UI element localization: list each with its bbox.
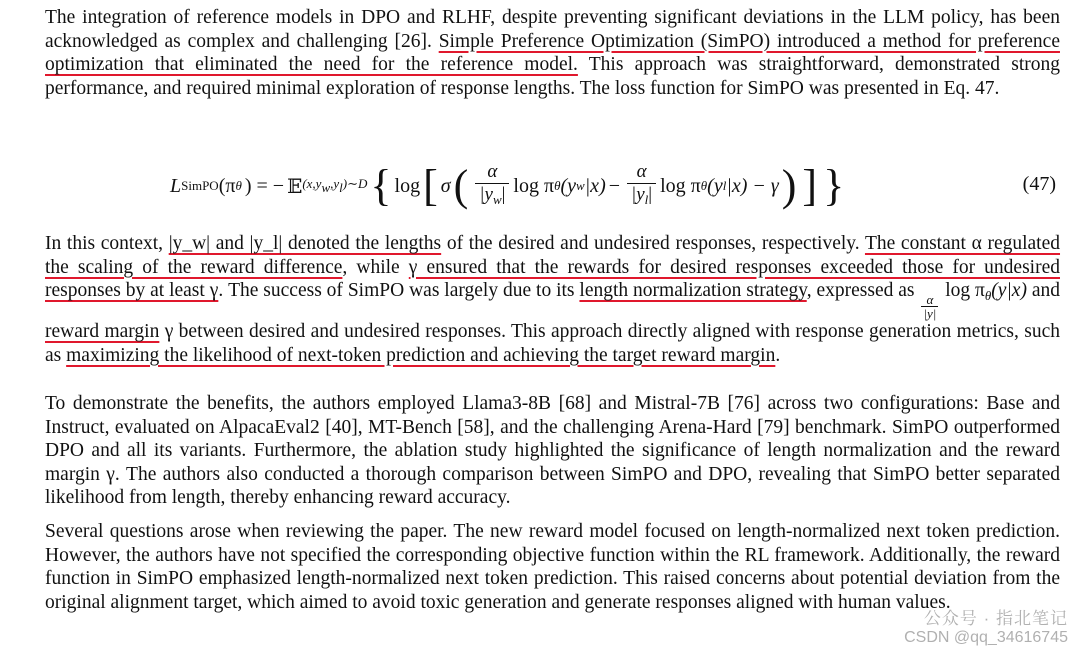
equation-number: (47) bbox=[1022, 173, 1056, 195]
eq-text: | bbox=[501, 184, 506, 205]
eq-subscript: w bbox=[321, 180, 331, 195]
paragraph-simpo-experiments: To demonstrate the benefits, the authors employed Llama3-8B [68] and Mistral-7B [76] across two configurations: Base and Instruct, evaluated on AlpacaEval2 [40], MT-Bench [58], and the challenging Arena-Hard [79] benchmark. SimPO outperformed DPO and all its variants. Furthermore, the ablation study highlighted the significance of length normalization and the reward margin γ. The authors also conducted a thorough comparison between SimPO and DPO, revealing that SimPO better separated likelihood from length, thereby enhancing reward accuracy. bbox=[45, 393, 1060, 508]
inline-math: log π bbox=[940, 280, 985, 301]
eq-symbol: L bbox=[170, 174, 182, 197]
underlined-highlight: length normalization strategy bbox=[579, 280, 807, 301]
eq-text: (y bbox=[560, 174, 577, 197]
eq-text: ) = − bbox=[244, 174, 285, 197]
inline-fraction bbox=[921, 293, 938, 320]
eq-subscript: θ bbox=[235, 178, 242, 193]
text-run: . bbox=[775, 344, 781, 366]
eq-fraction-l bbox=[627, 161, 656, 211]
eq-text: | bbox=[648, 184, 653, 205]
watermark-wechat: 公众号 · 指北笔记 bbox=[923, 609, 1068, 628]
eq-subscript: w bbox=[492, 192, 502, 207]
eq-subscript: l bbox=[722, 178, 727, 193]
equation-47 bbox=[0, 155, 1080, 217]
eq-subscript: l bbox=[339, 180, 343, 195]
text-run: , while bbox=[342, 256, 409, 278]
eq-text: |x) bbox=[584, 174, 606, 197]
eq-fraction-w bbox=[475, 161, 509, 211]
eq-close-bracket: ] bbox=[802, 161, 818, 210]
eq-symbol: σ bbox=[440, 174, 451, 197]
eq-text: − bbox=[608, 174, 621, 197]
watermark bbox=[904, 604, 1068, 647]
equation-body bbox=[170, 155, 847, 217]
eq-close-paren: ) bbox=[781, 161, 797, 210]
eq-symbol: α bbox=[487, 161, 498, 182]
eq-text: |y bbox=[631, 184, 645, 205]
eq-subscript: )∼D bbox=[342, 176, 368, 191]
text-run: , expressed as bbox=[806, 280, 920, 301]
eq-open-bracket: [ bbox=[423, 161, 438, 210]
inline-math: (y|x) bbox=[991, 280, 1027, 301]
eq-subscript: θ bbox=[984, 288, 992, 303]
eq-symbol: α bbox=[636, 161, 647, 182]
text-run: In this context, bbox=[45, 233, 169, 254]
eq-subscript: w bbox=[576, 178, 585, 193]
eq-subscript: ,y bbox=[330, 176, 340, 191]
eq-expectation: 𝔼 bbox=[287, 175, 303, 198]
paragraph-simpo-questions: Several questions arose when reviewing the paper. The new reward model focused on length-normalized next token prediction. However, the authors have not specified the corresponding objective function within the RL framework. Additionally, the reward function in SimPO emphasized length-normalized next token prediction. This raised concerns about potential deviation from the original alignment target, which aimed to avoid toxic generation and generate responses aligned with human values. bbox=[45, 521, 1060, 613]
underlined-highlight: γ ensured that the rewards for desired responses exceeded those for undesired responses by at least γ bbox=[45, 256, 1060, 301]
eq-close-brace: } bbox=[823, 161, 845, 210]
eq-open-brace: { bbox=[370, 161, 392, 210]
eq-text: log bbox=[394, 174, 421, 197]
eq-subscript: θ bbox=[554, 178, 561, 193]
underlined-highlight: maximizing the likelihood of next-token prediction and achieving the target reward margin bbox=[66, 344, 776, 366]
eq-subscript: l bbox=[644, 192, 649, 207]
eq-text: (y bbox=[707, 174, 723, 197]
paragraph-simpo-context bbox=[45, 232, 1060, 367]
eq-text: |y| bbox=[923, 306, 937, 321]
text-run: of the desired and undesired responses, respectively. bbox=[441, 233, 865, 254]
watermark-csdn: CSDN @qq_34616745 bbox=[904, 629, 1068, 646]
paragraph-simpo-intro bbox=[45, 6, 1060, 100]
eq-text: |y bbox=[479, 184, 493, 205]
eq-text: |x) − γ bbox=[726, 174, 779, 197]
eq-text: log π bbox=[513, 174, 555, 197]
text-run: and bbox=[1026, 280, 1061, 301]
underlined-highlight: |y_w| and |y_l| denoted the lengths bbox=[168, 233, 442, 254]
eq-text: log π bbox=[660, 174, 701, 197]
underlined-highlight: Simple Preference Optimization (SimPO) introduced a method for preference optimization that eliminated the need for the reference model. bbox=[45, 30, 1060, 75]
text-run: γ between desired and undesired responses. This approach directly aligned with response generation metrics, such as bbox=[45, 321, 1060, 366]
eq-subscript: (x,y bbox=[302, 176, 322, 191]
text-run: This approach was straightforward, demonstrated strong performance, and required minimal exploration of response lengths. The loss function for SimPO was presented in Eq. 47. bbox=[45, 54, 1060, 99]
underlined-highlight: reward margin bbox=[45, 321, 160, 342]
eq-open-paren: ( bbox=[453, 161, 469, 210]
eq-symbol: α bbox=[926, 292, 934, 307]
text-run: The integration of reference models in DPO and RLHF, despite preventing significant deviations in the LLM policy, has been acknowledged as complex and challenging [26]. bbox=[45, 7, 1060, 52]
eq-subscript: θ bbox=[700, 178, 708, 193]
eq-text: (π bbox=[218, 174, 236, 197]
text-run: . The success of SimPO was largely due to its bbox=[218, 280, 580, 301]
eq-subscript: SimPO bbox=[181, 178, 219, 193]
underlined-highlight: The constant α regulated the scaling of the reward difference bbox=[45, 233, 1061, 278]
